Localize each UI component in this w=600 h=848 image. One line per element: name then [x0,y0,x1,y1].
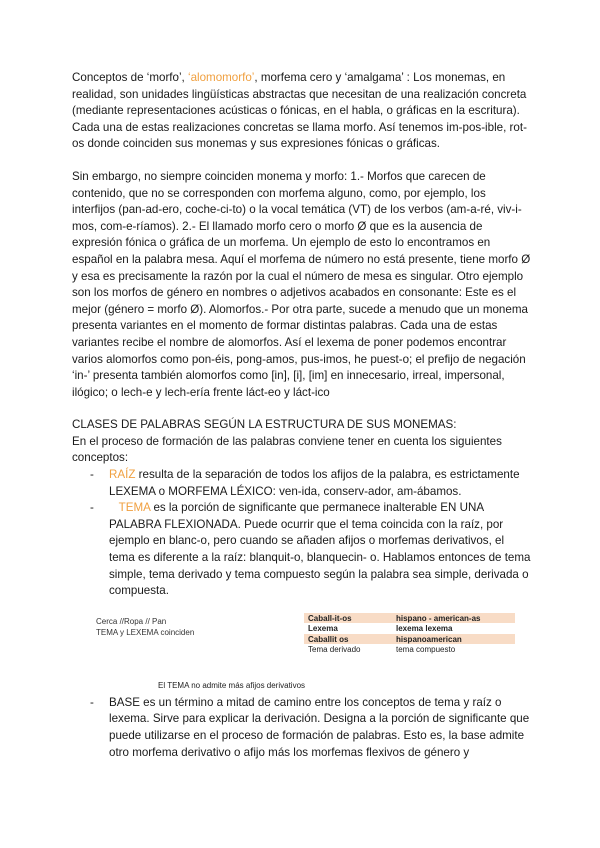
table-cell: Lexema [308,624,338,634]
table-cell: lexema lexema [396,624,453,634]
dash-mark: - [90,468,94,482]
intro-highlight: ‘alomomorfo’ [188,71,255,84]
figure-table [304,613,515,655]
figure-left-notes [96,616,194,638]
table-cell: Caballit os [304,634,392,645]
intro-part2: , morfema cero y ‘amalgama’ : Los monemas, en realidad, son unidades lingüísticas abstractas que necesitan de una realización concreta (mediante representaciones acústicas o fónicas, en el habla, o gráficas en la escritura). Cada una de estas realizaciones concretas se llama morfo. Así tenemos im-pos-ible, rot-os donde coinciden sus monemas y sus expresiones fónicas o gráficas. [72,71,527,151]
figure-caption: El TEMA no admite más afijos derivativos [158,680,306,690]
document-page [72,70,532,761]
base-text: BASE es un término a mitad de camino entre los conceptos de tema y raíz o lexema. Sirve para explicar la derivación. Designa a la porción de significante que puede utilizarse en el proceso de formación de palabras. Esto es, la base admite otro morfema derivativo o afijo más los morfemas flexivos de género y [109,695,530,759]
concept-list [72,467,532,600]
table-row [304,644,515,655]
list-item-raiz [72,467,532,500]
tema-text: es la porción de significante que permanece inalterable EN UNA PALABRA FLEXIONADA. Puede ocurrir que el tema coincida con la raíz, por ejemplo en blanc-o, pero cuando se añaden afijos o morfemas derivativos, el tema es diferente a la raíz: blanquit-o, blanquecin- o. Hablamos entonces de tema simple, tema derivado y tema compuesto según la palabra sea simple, derivada o compuesta. [109,501,531,598]
term-raiz: RAÍZ [109,468,136,482]
section-intro: En el proceso de formación de las palabras conviene tener en cuenta los siguientes conceptos: [72,434,502,465]
base-list [72,695,532,761]
table-cell: Caball-it-os [304,613,392,624]
table-cell: hispanoamerican [392,634,515,645]
dash-mark: - [90,501,94,515]
list-item-tema [72,500,532,600]
table-row [304,623,515,634]
intro-part1: Conceptos de ‘morfo’, [72,71,188,84]
figure-left-line1: Cerca //Ropa // Pan [96,616,167,626]
section-heading: CLASES DE PALABRAS SEGÚN LA ESTRUCTURA DE SUS MONEMAS: [72,418,457,432]
tema-figure [72,613,532,691]
table-cell: tema compuesto [396,645,456,655]
table-row [304,613,515,624]
list-item-base [72,695,532,761]
raiz-text: resulta de la separación de todos los afijos de la palabra, es estrictamente LEXEMA o MORFEMA LÉXICO: ven-ida, conserv-ador, am-ábamos. [109,468,520,498]
table-row [304,634,515,645]
table-cell: Tema derivado [308,645,361,655]
dash-mark: - [90,695,94,709]
table-cell: hispano - american-as [392,613,515,624]
figure-left-line2: TEMA y LEXEMA coinciden [96,627,195,637]
intro-paragraph [72,70,532,153]
morfo-paragraph: Sin embargo, no siempre coinciden monema y morfo: 1.- Morfos que carecen de contenido, que no se corresponden con morfema alguno, como, por ejemplo, los interfijos (pan-ad-ero, coche-ci-to) o la vocal temática (VT) de los verbos (am-a-ré, viv-i-mos, com-e-ríamos). 2.- El llamado morfo cero o morfo Ø que es la ausencia de expresión fónica o gráfica de un morfema. Un ejemplo de esto lo encontramos en español en la palabra mesa. Aquí el morfema de número no está presente, tiene morfo Ø y esa es precisamente la razón por la cual el número de mesa es singular. Otro ejemplo son los morfos de género en nombres o adjetivos acabados en consonante: Este es el mejor (género = morfo Ø). Alomorfos.- Por otra parte, sucede a menudo que un monema presenta variantes en el momento de formar distintas palabras. Cada una de estas variantes recibe el nombre de alomorfos. Así el lexema de poner podemos encontrar varios alomorfos como pon-éis, pong-amos, pus-imos, he puest-o; el prefijo de negación ‘in-’ presenta también alomorfos como [in], [i], [im] en innecesario, irreal, impersonal, ilógico; o lech-e y lech-ería frente láct-eo y láct-ico [72,169,531,399]
term-tema: TEMA [118,501,151,515]
